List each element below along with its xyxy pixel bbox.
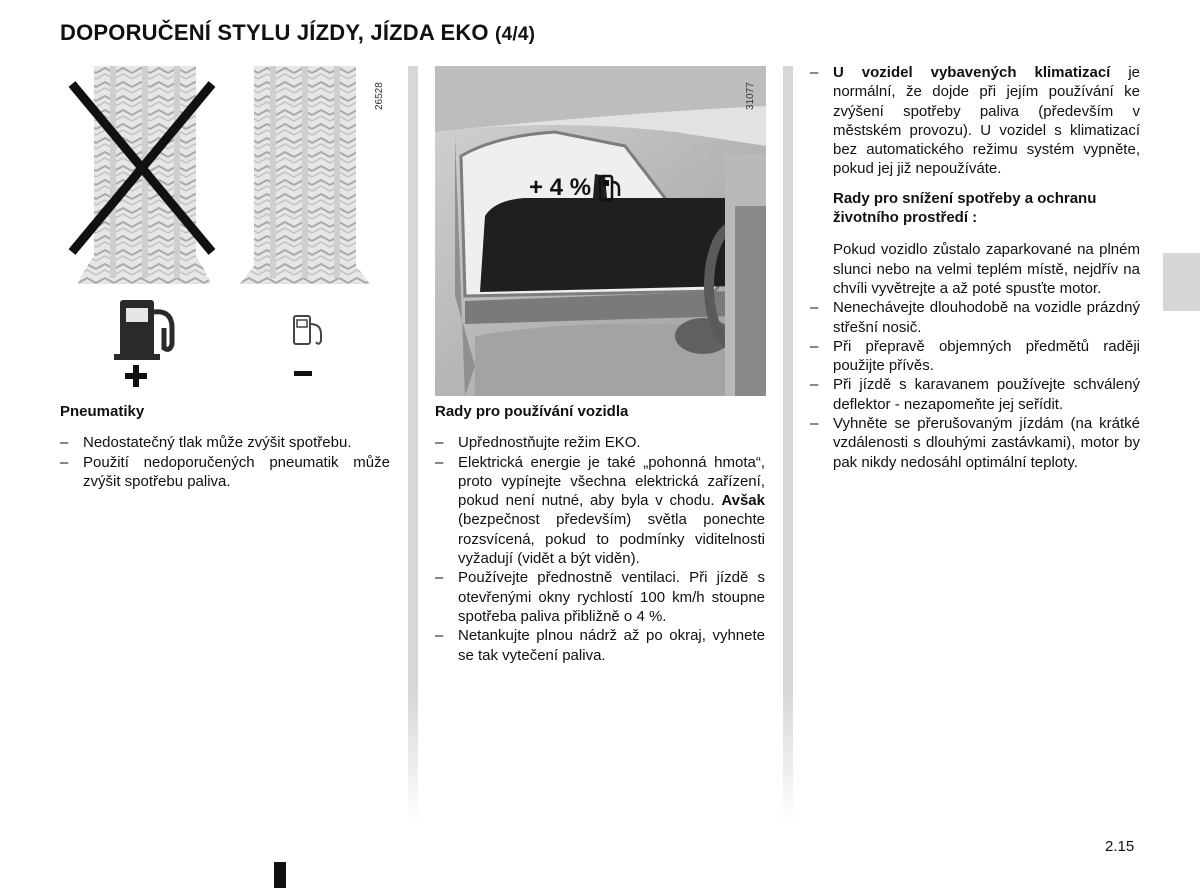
consumption-increase-label <box>529 174 621 202</box>
environment-list <box>810 298 1140 472</box>
list-item-text: (bezpečnost především) světla ponechte rozsvícená, pokud to podmínky viditelnosti vyžadují (vidět a být viděn). <box>458 511 765 568</box>
figure-code: 26528 <box>374 82 385 110</box>
column-divider-right <box>783 66 793 826</box>
list-item: – Používejte přednostně ventilaci. Při jízdě s otevřenými okny rychlostí 100 km/h stoupne spotřeba paliva přibližně o 4 %. <box>435 568 765 626</box>
fuel-pump-icon <box>599 174 621 202</box>
list-item: – Nenechávejte dlouhodobě na vozidle prázdný střešní nosič. <box>810 298 1140 337</box>
vehicle-use-list <box>435 433 765 665</box>
plus-icon <box>125 365 147 387</box>
list-item: – Při jízdě s karavanem používejte schválený deflektor - nezapomeňte jej seřídit. <box>810 375 1140 414</box>
page-title <box>60 20 535 46</box>
tyres-list <box>60 433 390 491</box>
list-item-text: je normální, že dojde při jejím používání ke zvýšení spotřeby paliva (především v městském provozu). U vozidel s klimatizací bez automatického režimu systém vypněte, pokud jej již nepoužíváte. <box>833 64 1141 178</box>
column-divider-left <box>408 66 418 826</box>
list-item <box>435 453 765 569</box>
air-conditioning-list <box>810 63 1140 179</box>
list-item: – Upřednostňujte režim EKO. <box>435 433 765 452</box>
list-item <box>810 63 1140 179</box>
figure-code: 31077 <box>745 82 756 110</box>
column-tyres <box>60 402 390 491</box>
consumption-increase-value: + 4 % <box>529 174 592 201</box>
tyres-heading: Pneumatiky <box>60 403 145 420</box>
binding-marker <box>274 862 286 888</box>
list-item: – Nedostatečný tlak může zvýšit spotřebu. <box>60 433 390 452</box>
section-tab-marker <box>1163 253 1200 311</box>
tyres-illustration <box>60 66 400 391</box>
list-item: – Netankujte plnou nádrž až po okraj, vyhnete se tak vytečení paliva. <box>435 626 765 665</box>
column-vehicle-use <box>435 402 765 665</box>
minus-icon <box>294 371 312 376</box>
correct-tyre <box>240 66 370 284</box>
fuel-pump-low-icon <box>294 316 321 344</box>
list-item: – Vyhněte se přerušovaným jízdám (na krátké vzdálenosti s dlouhými zastávkami), motor by pak nikdy nedosáhl optimální teploty. <box>810 414 1140 472</box>
car-window-photo <box>435 66 766 396</box>
list-item: – Použití nedoporučených pneumatik může zvýšit spotřebu paliva. <box>60 453 390 492</box>
title-text: DOPORUČENÍ STYLU JÍZDY, JÍZDA EKO <box>60 20 489 45</box>
fuel-pump-high-icon <box>114 300 172 360</box>
list-item-emphasis: U vozidel vybavených klimatizací <box>833 64 1111 81</box>
column-environment <box>810 63 1140 472</box>
vehicle-use-heading: Rady pro používání vozidla <box>435 403 629 420</box>
environment-paragraph: Pokud vozidlo zůstalo zaparkované na plném slunci nebo na velmi teplém místě, nejdřív na chvíli vyvětrejte a až poté spusťte motor. <box>833 241 1140 297</box>
list-item: – Při přepravě objemných předmětů raději použijte přívěs. <box>810 337 1140 376</box>
environment-heading: Rady pro snížení spotřeby a ochranu životního prostředí : <box>833 189 1097 227</box>
page-number: 2.15 <box>1105 838 1135 855</box>
title-page-indicator: (4/4) <box>495 24 536 45</box>
list-item-text: Elektrická energie je také „pohonná hmota“, proto vypínejte všechna elektrická zařízení, pokud není nutné, aby byla v chodu. <box>458 453 765 510</box>
list-item-emphasis: Avšak <box>721 492 765 510</box>
